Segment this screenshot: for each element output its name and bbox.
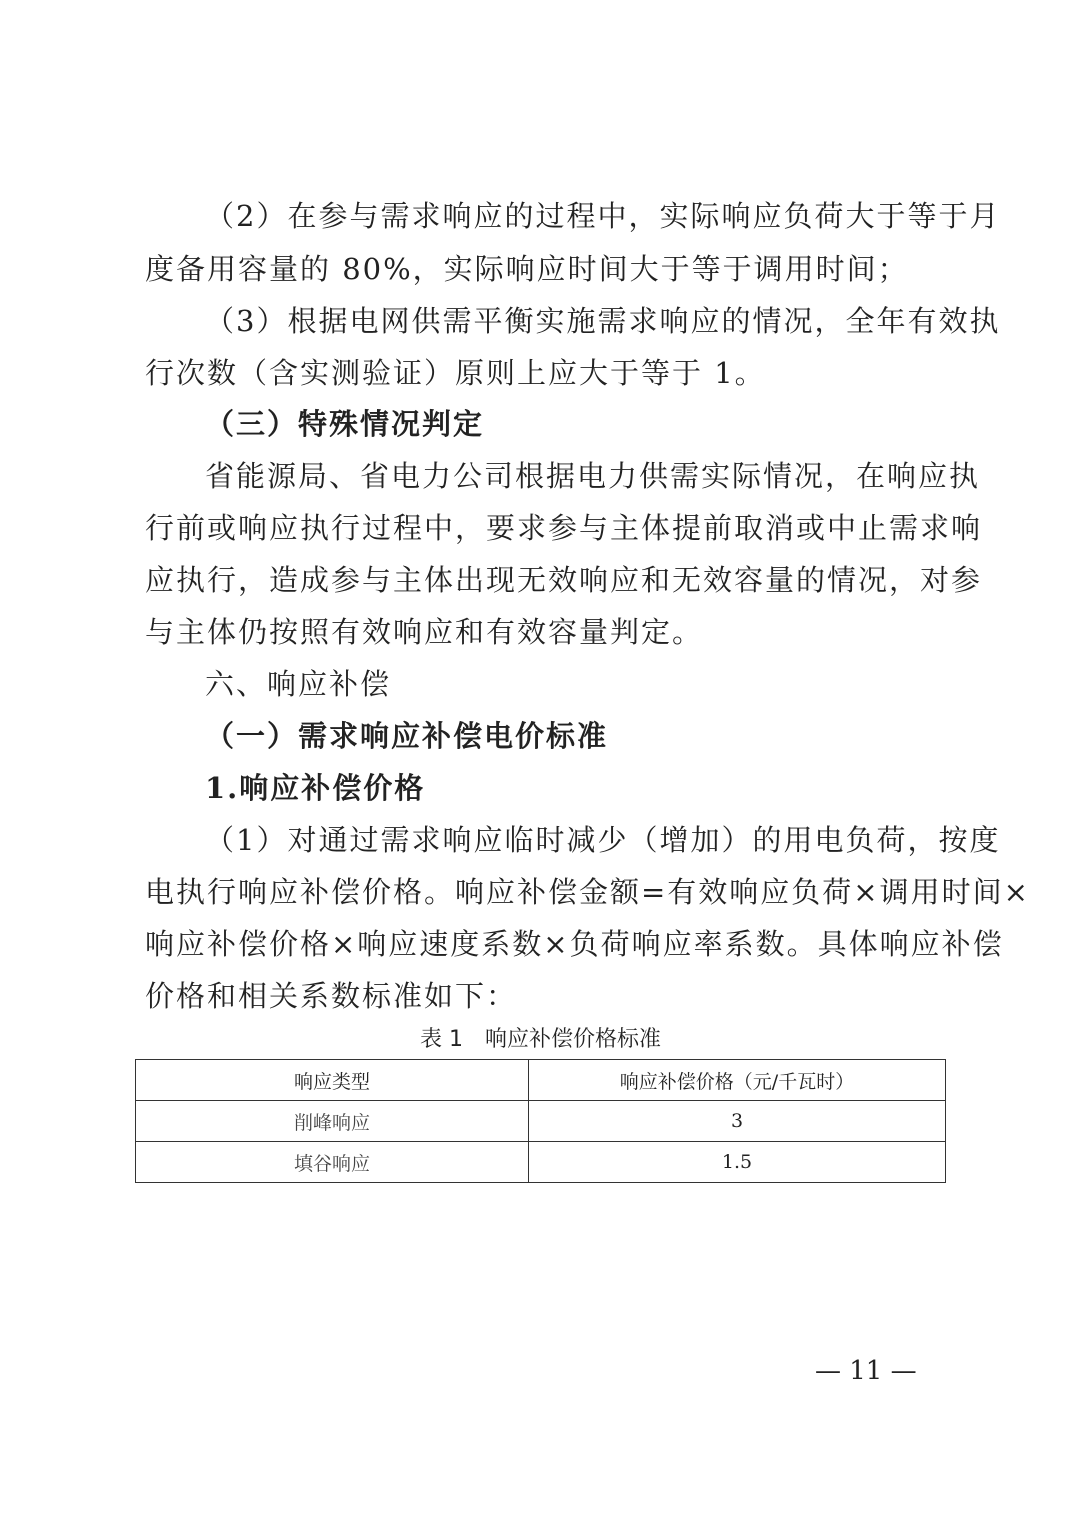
paragraph-1-line-1: （1）对通过需求响应临时减少（增加）的用电负荷，按度	[205, 823, 1001, 857]
paragraph-2-line-2: 度备用容量的 80%，实际响应时间大于等于调用时间；	[145, 252, 909, 286]
cell-price: 1.5	[529, 1142, 946, 1183]
heading-response-compensation: 六、响应补偿	[205, 667, 392, 701]
special-paragraph-line-3: 应执行，造成参与主体出现无效响应和无效容量的情况，对参	[145, 563, 983, 597]
price-table	[135, 1059, 946, 1183]
header-compensation-price: 响应补偿价格（元/千瓦时）	[529, 1060, 946, 1101]
page-number: — 11 —	[815, 1356, 917, 1386]
special-paragraph-line-2: 行前或响应执行过程中，要求参与主体提前取消或中止需求响	[145, 511, 983, 545]
heading-price-standard: （一）需求响应补偿电价标准	[205, 719, 609, 753]
heading-special-cases: （三）特殊情况判定	[205, 407, 485, 441]
paragraph-3-line-1: （3）根据电网供需平衡实施需求响应的情况，全年有效执	[205, 304, 1001, 338]
table-row	[136, 1101, 946, 1142]
special-paragraph-line-1: 省能源局、省电力公司根据电力供需实际情况，在响应执	[205, 459, 981, 493]
paragraph-1-line-2: 电执行响应补偿价格。响应补偿金额=有效响应负荷×调用时间×	[145, 875, 1030, 909]
header-response-type: 响应类型	[136, 1060, 529, 1101]
paragraph-1-line-3: 响应补偿价格×响应速度系数×负荷响应率系数。具体响应补偿	[145, 927, 1004, 961]
paragraph-1-line-4: 价格和相关系数标准如下：	[145, 979, 518, 1013]
table-header-row	[136, 1060, 946, 1101]
cell-response-type: 填谷响应	[136, 1142, 529, 1183]
heading-compensation-price: 1.响应补偿价格	[205, 771, 426, 805]
table-caption: 表 1 响应补偿价格标准	[420, 1027, 661, 1052]
paragraph-2-line-1: （2）在参与需求响应的过程中，实际响应负荷大于等于月	[205, 199, 1001, 233]
table-row	[136, 1142, 946, 1183]
paragraph-3-line-2: 行次数（含实测验证）原则上应大于等于 1。	[145, 356, 766, 390]
cell-response-type: 削峰响应	[136, 1101, 529, 1142]
cell-price: 3	[529, 1101, 946, 1142]
special-paragraph-line-4: 与主体仍按照有效响应和有效容量判定。	[145, 615, 704, 649]
